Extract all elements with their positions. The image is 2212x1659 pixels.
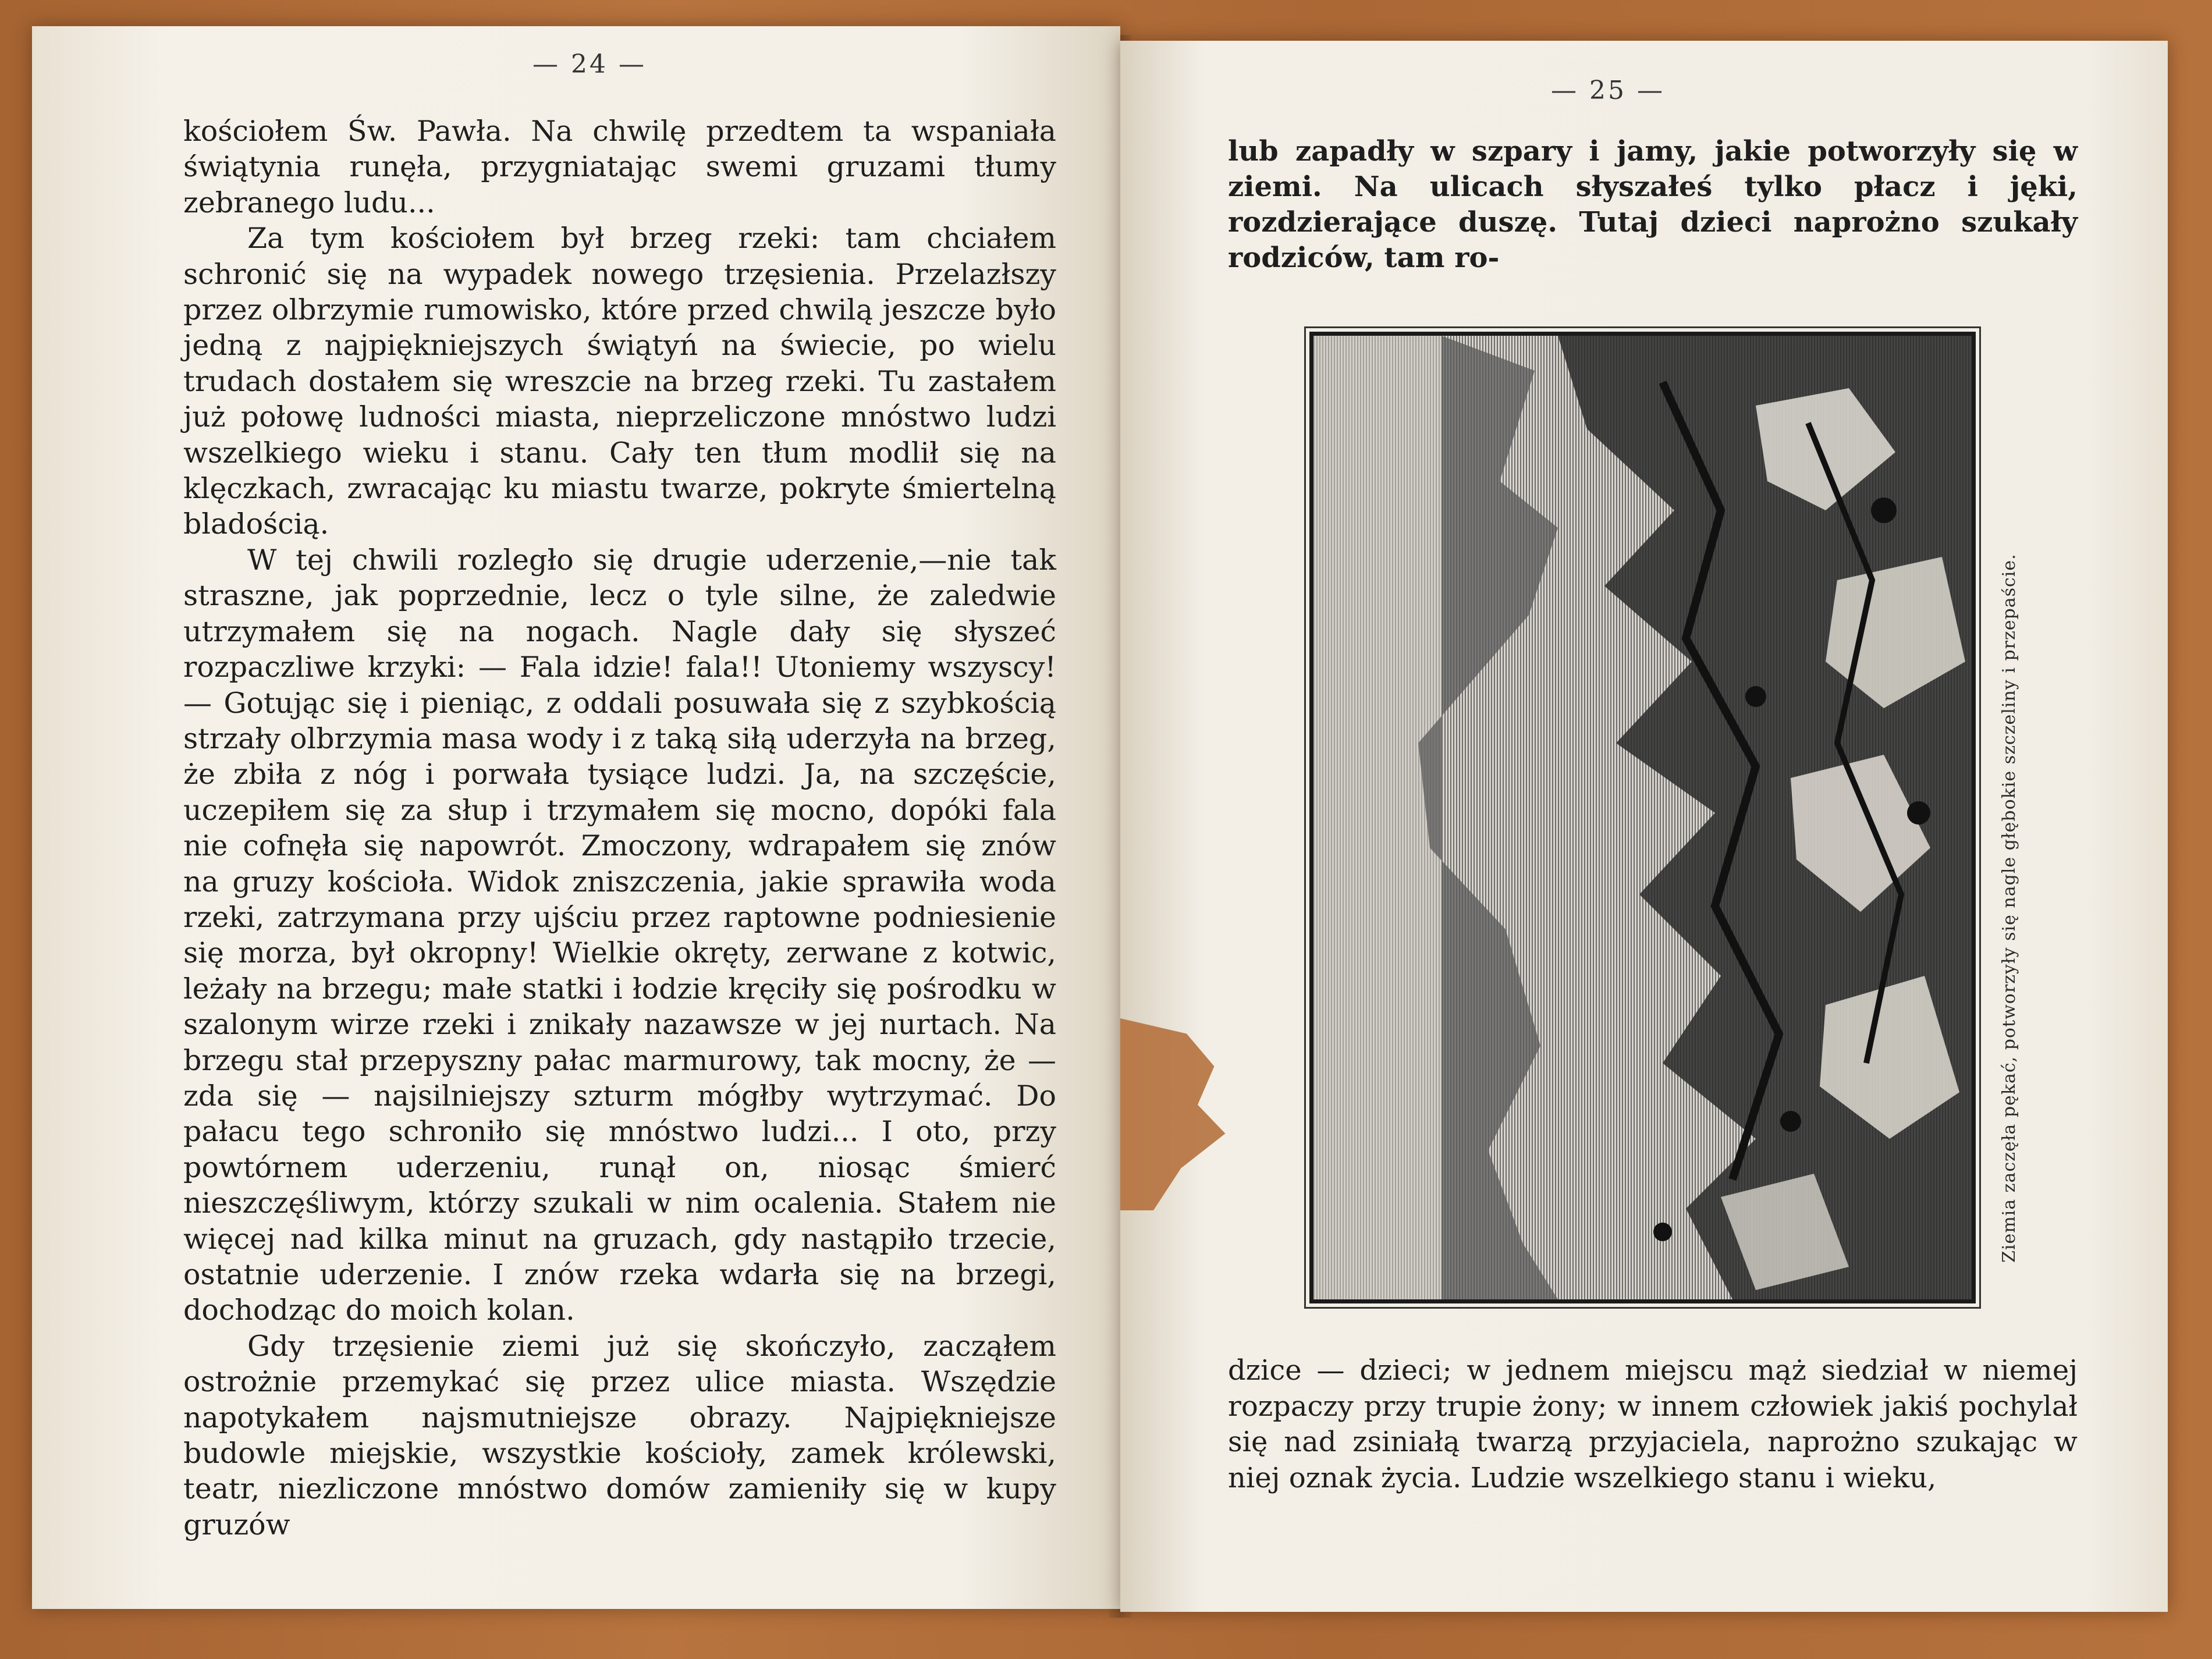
paragraph: Za tym kościołem był brzeg rzeki: tam chciałem schronić się na wypadek nowego trzęsienia. Przelazłszy przez olbrzymie rumowisko, które przed chwilą jeszcze było jedną z najpiękniejszych świątyń na świecie, po wielu trudach dostałem się wreszcie na brzeg rzeki. Tu zastałem już połowę ludności miasta, nieprzeliczone mnóstwo ludzi wszelkiego wieku i stanu. Cały ten tłum modlił się na klęczkach, zwracając ku miastu twarze, pokryte śmiertelną bladością. <box>183 222 1056 541</box>
right-page-bottom-text: dzice — dzieci; w jednem miejscu mąż siedział w niemej rozpaczy przy trupie żony; w innem człowiek jakiś pochylał się nad zsiniałą twarzą przyjaciela, naprożno szukając w niej oznak życia. Ludzie wszelkiego stanu i wieku, <box>1228 1354 2078 1494</box>
illustration-caption: Ziemia zaczęła pękać, potworzyły się nagle głębokie szczeliny i przepaście. <box>1999 553 2019 1263</box>
illustration-engraving <box>1313 336 1972 1299</box>
page-number: — 24 — <box>532 49 647 79</box>
paragraph: kościołem Św. Pawła. Na chwilę przedtem ta wspaniała świątynia runęła, przygniatając swemi gruzami tłumy zebranego ludu... <box>183 115 1056 219</box>
earthquake-illustration <box>1309 332 1976 1303</box>
left-page-text <box>183 113 1056 1543</box>
right-page <box>1120 41 2168 1612</box>
left-page <box>32 26 1120 1609</box>
page-number: — 25 — <box>1551 76 1665 105</box>
right-page-top-text: lub zapadły w szpary i jamy, jakie potworzyły się w ziemi. Na ulicach słyszałeś tylko płacz i jęki, rozdzierające duszę. Tutaj dzieci naprożno szukały rodziców, tam ro- <box>1228 135 2078 274</box>
paragraph: Gdy trzęsienie ziemi już się skończyło, zacząłem ostrożnie przemykać się przez ulice miasta. Wszędzie napotykałem najsmutniejsze obrazy. Najpiękniejsze budowle miejskie, wszystkie kościoły, zamek królewski, teatr, niezliczone mnóstwo domów zamieniły się w kupy gruzów <box>183 1329 1056 1541</box>
paragraph: W tej chwili rozległo się drugie uderzenie,—nie tak straszne, jak poprzednie, lecz o tyle silne, że zaledwie utrzymałem się na nogach. Nagle dały się słyszeć rozpaczliwe krzyki: — Fala idzie! fala!! Utoniemy wszyscy! — Gotując się i pieniąc, z oddali posuwała się z szybkością strzały olbrzymia masa wody i z taką siłą uderzyła na brzeg, że zbiła z nóg i porwała tysiące ludzi. Ja, na szczęście, uczepiłem się za słup i trzymałem się mocno, dopóki fala nie cofnęła się napowrót. Zmoczony, wdrapałem się znów na gruzy kościoła. Widok zniszczenia, jakie sprawiła woda rzeki, zatrzymana przy ujściu przez raptowne podniesienie się morza, był okropny! Wielkie okręty, zerwane z kotwic, leżały na brzegu; małe statki i łodzie kręciły się pośrodku w szalonym wirze rzeki i znikały nazawsze w jej nurtach. Na brzegu stał przepyszny pałac marmurowy, tak mocny, że — zda się — najsilniejszy szturm mógłby wytrzymać. Do pałacu tego schroniło się mnóstwo ludzi... I oto, przy powtórnem uderzeniu, runął on, niosąc śmierć nieszczęśliwym, którzy szukali w nim ocalenia. Stałem nie więcej nad kilka minut na gruzach, gdy nastąpiło trzecie, ostatnie uderzenie. I znów rzeka wdarła się na brzegi, dochodząc do moich kolan. <box>183 543 1056 1327</box>
